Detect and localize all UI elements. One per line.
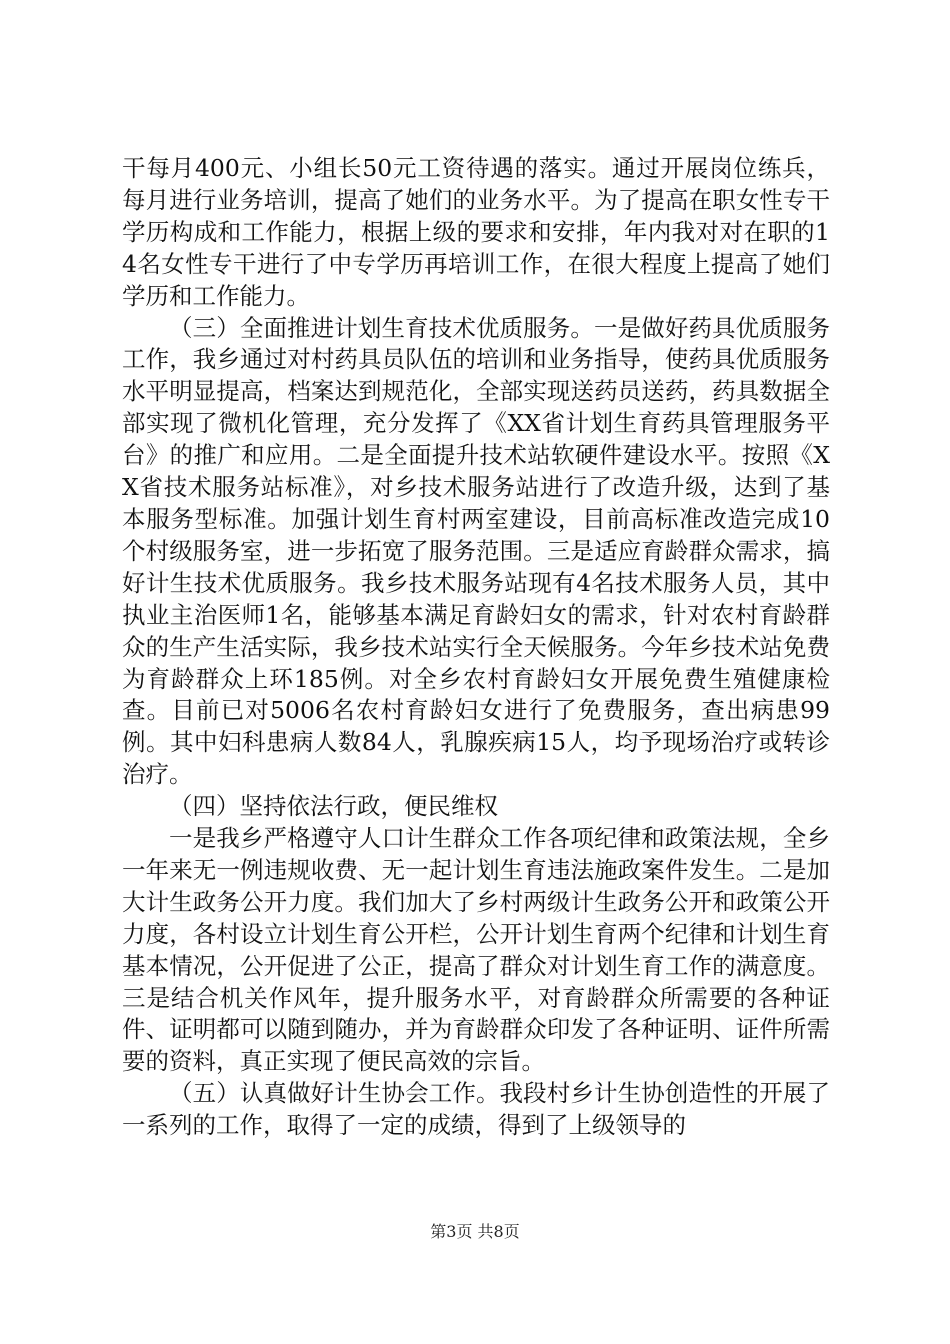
page-number-footer: 第3页 共8页: [430, 1222, 520, 1241]
document-body: [122, 153, 830, 1142]
paragraph-section-3: （三）全面推进计划生育技术优质服务。一是做好药具优质服务工作，我乡通过对村药具员队伍的培训和业务指导，使药具优质服务水平明显提高，档案达到规范化，全部实现送药员送药，药具数据全部实现了微机化管理，充分发挥了《XX省计划生育药具管理服务平台》的推广和应用。二是全面提升技术站软硬件建设水平。按照《XX省技术服务站标准》，对乡技术服务站进行了改造升级，达到了基本服务型标准。加强计划生育村两室建设，目前高标准改造完成10个村级服务室，进一步拓宽了服务范围。三是适应育龄群众需求，搞好计生技术优质服务。我乡技术服务站现有4名技术服务人员，其中执业主治医师1名，能够基本满足育龄妇女的需求，针对农村育龄群众的生产生活实际，我乡技术站实行全天候服务。今年乡技术站免费为育龄群众上环185例。对全乡农村育龄妇女开展免费生殖健康检查。目前已对5006名农村育龄妇女进行了免费服务，查出病患99例。其中妇科患病人数84人，乳腺疾病15人，均予现场治疗或转诊治疗。: [122, 313, 830, 789]
paragraph-section-5: （五）认真做好计生协会工作。我段村乡计生协创造性的开展了一系列的工作，取得了一定的成绩，得到了上级领导的: [122, 1079, 830, 1140]
paragraph-continuation: 干每月400元、小组长50元工资待遇的落实。通过开展岗位练兵，每月进行业务培训，提高了她们的业务水平。为了提高在职女性专干学历构成和工作能力，根据上级的要求和安排，年内我对对在职的14名女性专干进行了中专学历再培训工作，在很大程度上提高了她们学历和工作能力。: [122, 154, 830, 310]
paragraph-section-4-body: 一是我乡严格遵守人口计生群众工作各项纪律和政策法规，全乡一年来无一例违规收费、无一起计划生育违法施政案件发生。二是加大计生政务公开力度。我们加大了乡村两级计生政务公开和政策公开力度，各村设立计划生育公开栏，公开计划生育两个纪律和计划生育基本情况，公开促进了公正，提高了群众对计划生育工作的满意度。三是结合机关作风年，提升服务水平，对育龄群众所需要的各种证件、证明都可以随到随办，并为育龄群众印发了各种证明、证件所需要的资料，真正实现了便民高效的宗旨。: [122, 824, 830, 1076]
paragraph-section-4-heading: （四）坚持依法行政，便民维权: [169, 792, 498, 821]
